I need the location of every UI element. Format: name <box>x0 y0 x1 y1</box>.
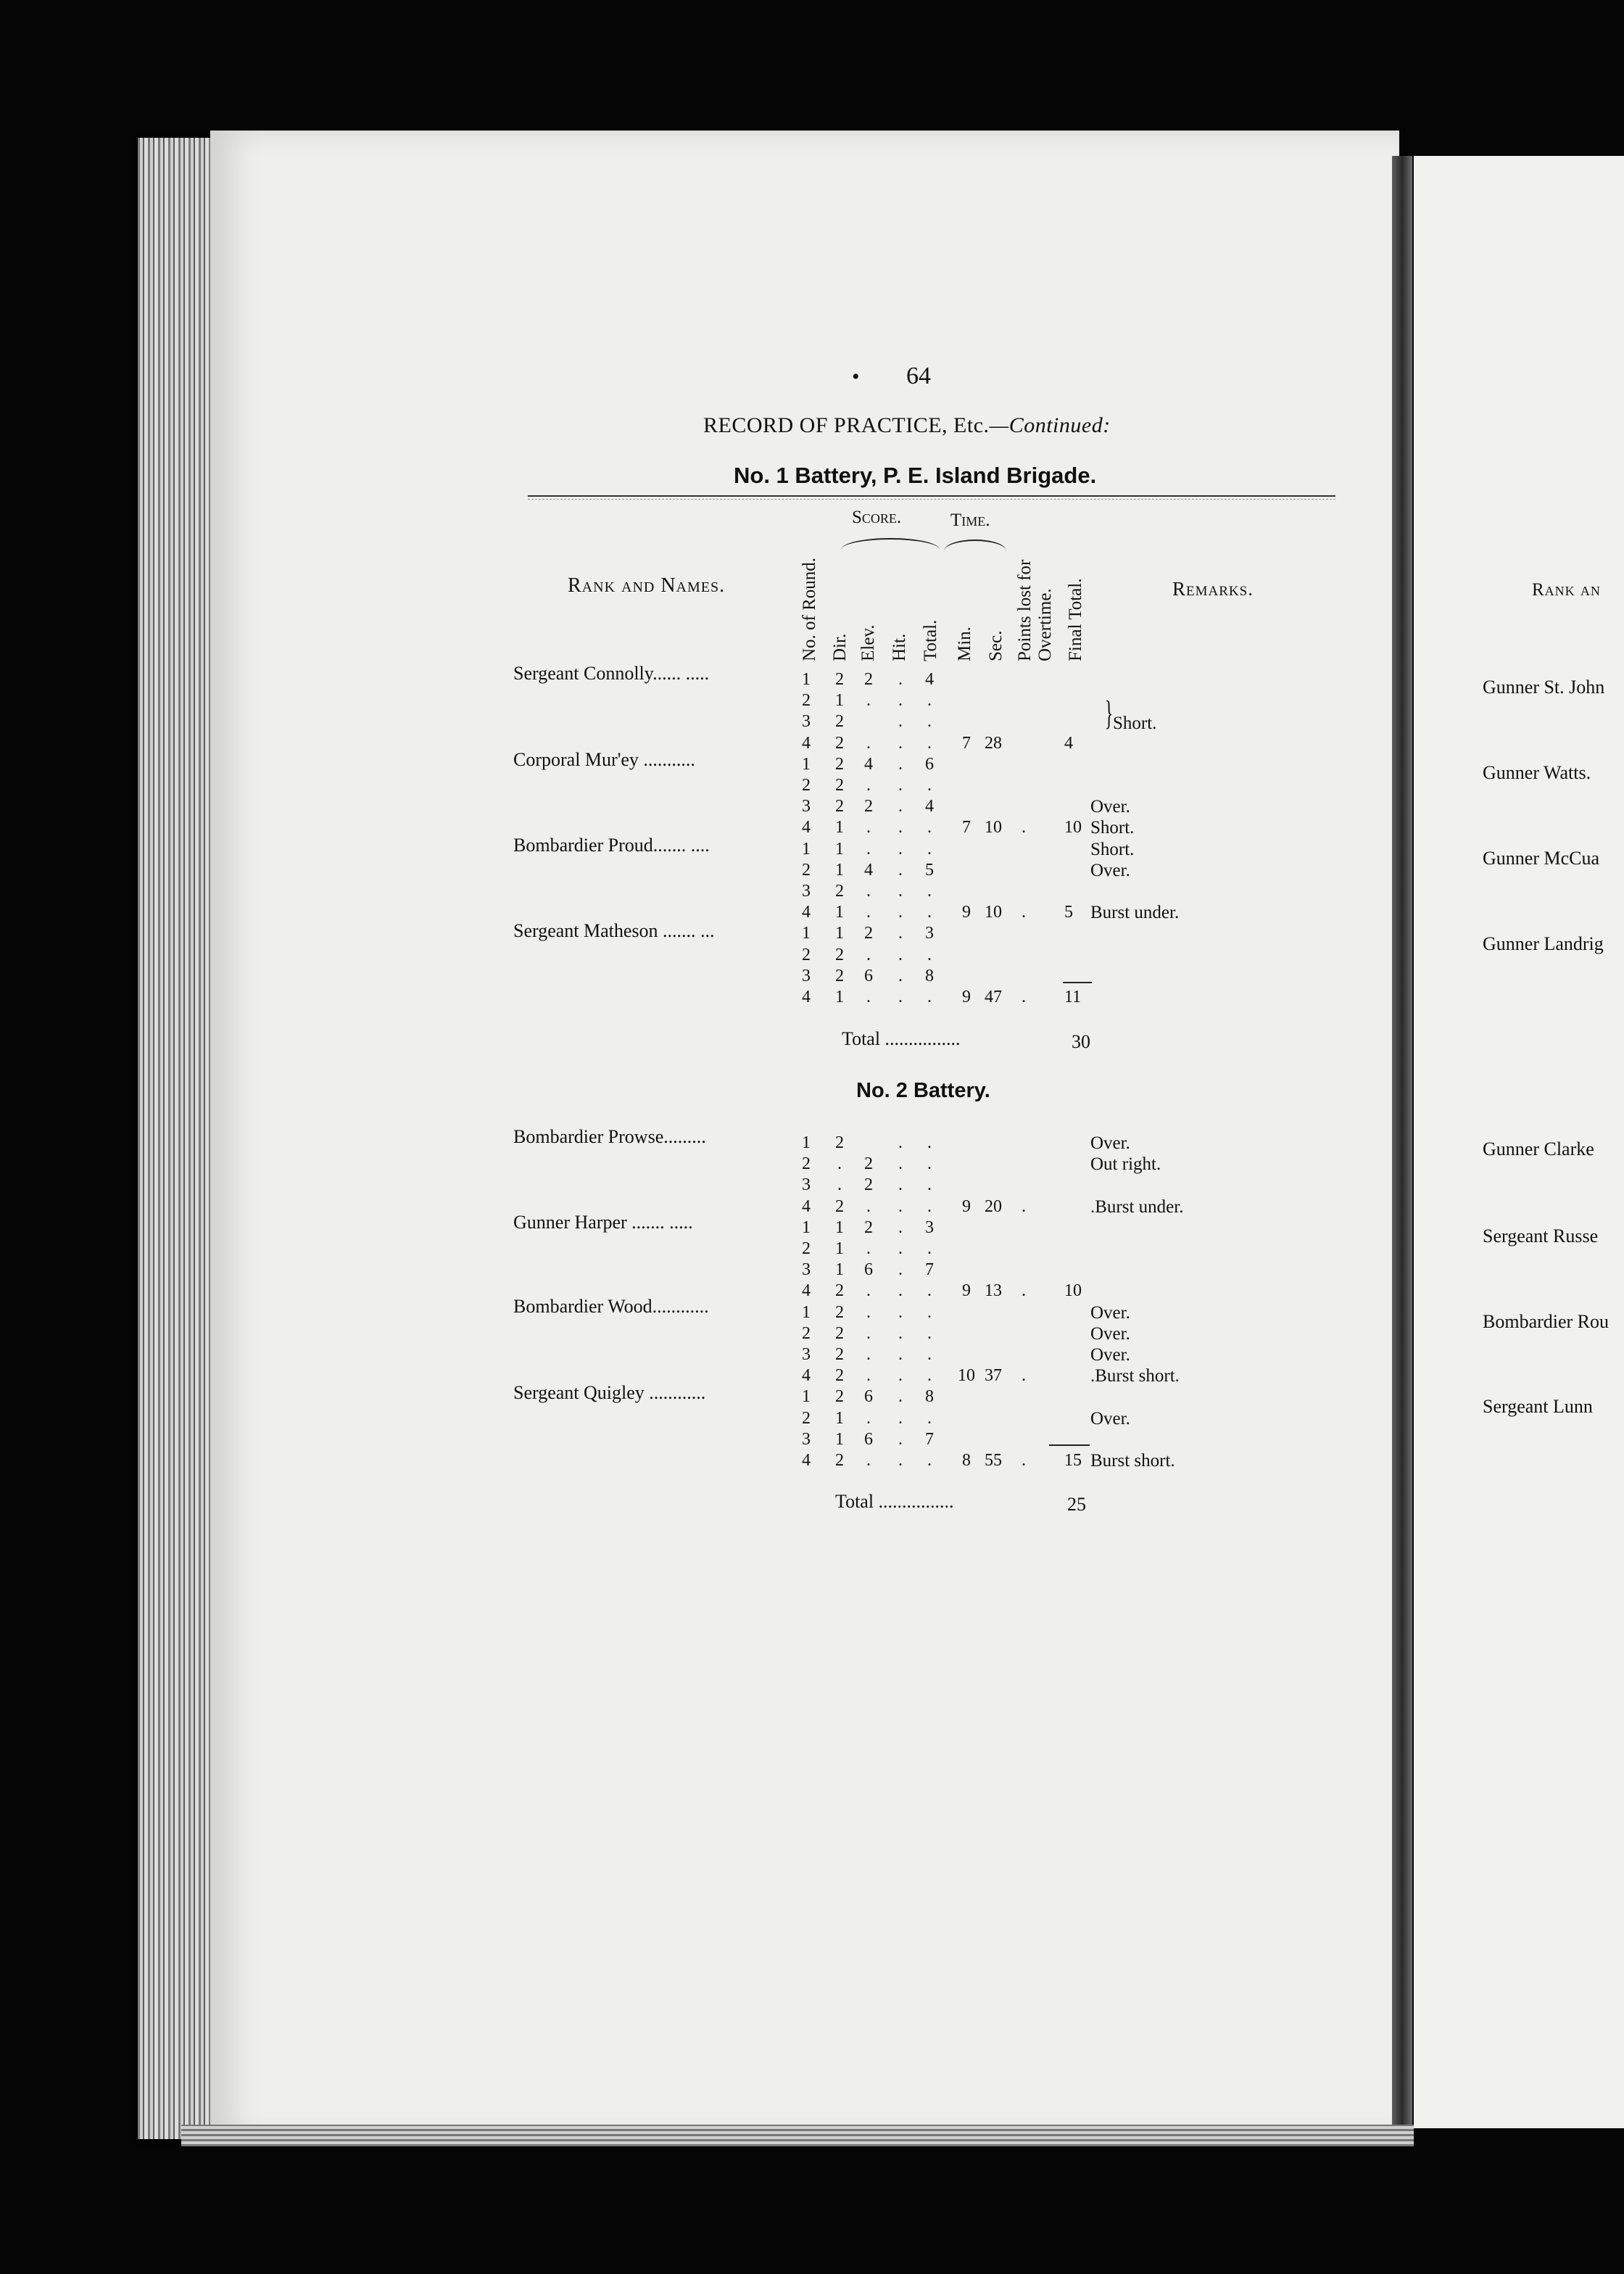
battery2-row-7-elev: 6 <box>864 1260 873 1280</box>
battery1-row-14-hit: . <box>898 945 903 964</box>
battery1-row-2-hit: . <box>898 691 903 711</box>
points-lost-header-line1: Points lost for <box>1015 559 1035 661</box>
battery-1-name-3: Bombardier Proud....... .... <box>513 835 710 856</box>
battery2-row-3-hit: . <box>898 1175 903 1195</box>
battery1-row-13-tot: 3 <box>925 924 934 943</box>
battery2-row-11-rnd: 3 <box>802 1345 811 1364</box>
battery2-row-9-rem: Over. <box>1090 1302 1130 1323</box>
battery1-row-12-rnd: 4 <box>802 903 811 922</box>
battery2-row-3-dir: . <box>837 1175 842 1195</box>
battery2-row-12-dir: 2 <box>835 1366 844 1386</box>
battery1-row-9-elev: . <box>866 839 871 859</box>
points-lost-header-line2: Overtime. <box>1035 588 1055 661</box>
battery2-row-16-rem: Burst short. <box>1090 1451 1175 1471</box>
battery1-row-14-rnd: 2 <box>802 945 811 964</box>
battery1-row-8-hit: . <box>898 818 903 838</box>
battery1-row-2-elev: . <box>866 691 871 711</box>
battery2-row-12-sec: 37 <box>985 1366 1002 1386</box>
battery1-row-2-tot: . <box>927 691 932 711</box>
battery1-row-12-hit: . <box>898 903 903 922</box>
battery-1-brace-remark: Short. <box>1113 714 1157 733</box>
battery1-row-12-tot: . <box>927 903 932 922</box>
battery1-row-15-rnd: 3 <box>802 966 811 985</box>
battery2-row-13-tot: 8 <box>925 1387 934 1407</box>
battery1-row-8-dir: 1 <box>835 818 844 838</box>
battery1-row-13-hit: . <box>898 924 903 943</box>
battery1-row-6-rnd: 2 <box>802 776 811 795</box>
battery2-row-4-tot: . <box>927 1196 932 1216</box>
battery2-row-14-hit: . <box>898 1408 903 1428</box>
battery1-row-9-tot: . <box>927 839 932 859</box>
battery2-row-10-elev: . <box>866 1323 871 1343</box>
battery2-row-1-hit: . <box>898 1133 903 1152</box>
battery2-row-4-rem: .Burst under. <box>1090 1196 1184 1217</box>
battery1-row-10-tot: 5 <box>925 860 934 880</box>
page-title <box>703 413 1111 438</box>
right-page-name-1: Gunner St. John <box>1483 677 1605 698</box>
battery2-row-2-dir: . <box>837 1154 842 1174</box>
dir-header: Dir. <box>830 633 850 661</box>
battery1-row-9-rnd: 1 <box>802 839 811 859</box>
battery2-row-15-dir: 1 <box>835 1429 844 1449</box>
book-gutter <box>1392 156 1412 2136</box>
battery1-row-8-rnd: 4 <box>802 818 811 838</box>
battery1-row-6-tot: . <box>927 776 932 795</box>
battery1-row-11-tot: . <box>927 882 932 901</box>
page-number: 64 <box>906 363 931 389</box>
battery2-row-6-elev: . <box>866 1239 871 1258</box>
battery2-row-13-dir: 2 <box>835 1387 844 1407</box>
elev-header: Elev. <box>858 624 878 661</box>
right-page-name-6: Sergeant Russe <box>1483 1225 1599 1246</box>
battery1-row-4-hit: . <box>898 733 903 753</box>
battery2-row-6-rnd: 2 <box>802 1239 811 1258</box>
battery2-row-3-tot: . <box>927 1175 932 1195</box>
battery2-row-9-rnd: 1 <box>802 1302 811 1322</box>
ink-dot: • <box>852 365 860 389</box>
battery2-row-4-elev: . <box>866 1196 871 1216</box>
battery1-row-12-elev: . <box>866 903 871 922</box>
battery1-row-9-hit: . <box>898 839 903 859</box>
battery-1-name-2: Corporal Mur'ey ........... <box>513 749 695 770</box>
min-header: Min. <box>955 627 974 661</box>
battery1-row-15-hit: . <box>898 966 903 985</box>
battery1-row-3-tot: . <box>927 712 932 732</box>
battery-2-name-3: Bombardier Wood............ <box>513 1296 709 1317</box>
battery1-row-11-hit: . <box>898 882 903 901</box>
battery1-row-15-elev: 6 <box>864 966 873 985</box>
battery-2-name-1: Bombardier Prowse......... <box>513 1126 706 1147</box>
battery2-row-15-rnd: 3 <box>802 1429 811 1449</box>
battery1-row-8-rem: Short. <box>1090 818 1135 838</box>
battery1-row-4-elev: . <box>866 733 871 753</box>
battery1-row-15-tot: 8 <box>925 966 934 985</box>
battery1-row-8-min: 7 <box>962 818 971 838</box>
battery1-row-11-elev: . <box>866 882 871 901</box>
battery2-row-1-rnd: 1 <box>802 1133 811 1152</box>
right-page-name-2: Gunner Watts. <box>1483 762 1591 783</box>
battery2-row-5-elev: 2 <box>864 1217 873 1237</box>
battery2-row-12-pts: . <box>1022 1366 1026 1386</box>
battery2-row-13-hit: . <box>898 1387 903 1407</box>
heading-rule-secondary <box>528 499 1335 500</box>
final-total-header: Final Total. <box>1066 578 1085 661</box>
battery2-row-5-tot: 3 <box>925 1217 934 1237</box>
sec-header: Sec. <box>986 630 1006 661</box>
battery1-row-7-rnd: 3 <box>802 797 811 816</box>
total-header: Total. <box>921 619 940 661</box>
battery2-row-7-rnd: 3 <box>802 1260 811 1280</box>
battery2-row-4-sec: 20 <box>985 1196 1002 1216</box>
battery1-row-8-fin: 10 <box>1064 818 1082 838</box>
battery2-row-12-hit: . <box>898 1366 903 1386</box>
battery2-row-7-hit: . <box>898 1260 903 1280</box>
battery1-row-1-rnd: 1 <box>802 670 811 689</box>
battery2-row-2-tot: . <box>927 1154 932 1174</box>
battery1-row-5-dir: 2 <box>835 754 844 774</box>
battery1-row-10-elev: 4 <box>864 860 873 880</box>
battery1-row-16-fin: 11 <box>1064 988 1082 1006</box>
battery2-row-8-elev: . <box>866 1281 871 1301</box>
battery2-row-3-rnd: 3 <box>802 1175 811 1195</box>
battery2-row-2-hit: . <box>898 1154 903 1174</box>
battery2-row-4-min: 9 <box>962 1196 971 1216</box>
battery2-row-15-hit: . <box>898 1429 903 1449</box>
battery1-row-8-elev: . <box>866 818 871 838</box>
battery1-row-9-rem: Short. <box>1090 839 1135 859</box>
title-suffix: —Continued: <box>989 413 1111 437</box>
battery2-row-12-tot: . <box>927 1366 932 1386</box>
battery-1-total-rule <box>1063 982 1092 983</box>
battery2-row-1-tot: . <box>927 1133 932 1152</box>
hit-header: Hit. <box>890 633 909 661</box>
battery1-row-2-dir: 1 <box>835 691 844 711</box>
battery1-row-5-tot: 6 <box>925 754 934 774</box>
battery1-row-3-rnd: 3 <box>802 712 811 732</box>
battery1-row-13-dir: 1 <box>835 924 844 943</box>
battery2-row-5-rnd: 1 <box>802 1217 811 1237</box>
battery1-row-16-min: 9 <box>962 988 971 1006</box>
battery2-row-13-rnd: 1 <box>802 1387 811 1407</box>
battery1-row-8-sec: 10 <box>985 818 1002 838</box>
battery2-row-8-pts: . <box>1022 1281 1026 1301</box>
battery1-row-16-rnd: 4 <box>802 988 811 1006</box>
battery2-row-8-rnd: 4 <box>802 1281 811 1301</box>
heading-rule <box>528 495 1335 497</box>
battery1-row-5-elev: 4 <box>864 754 873 774</box>
battery2-row-10-rnd: 2 <box>802 1323 811 1343</box>
battery2-row-15-elev: 6 <box>864 1429 873 1449</box>
rank-and-names-header: Rank and Names. <box>568 574 726 597</box>
battery2-row-2-rem: Out right. <box>1090 1154 1161 1175</box>
battery1-row-13-elev: 2 <box>864 924 873 943</box>
battery2-row-6-hit: . <box>898 1239 903 1258</box>
battery-2-heading: No. 2 Battery. <box>856 1079 990 1102</box>
battery1-row-16-tot: . <box>927 988 932 1006</box>
battery1-row-8-pts: . <box>1022 818 1026 838</box>
battery1-row-3-hit: . <box>898 712 903 732</box>
battery2-row-14-rnd: 2 <box>802 1408 811 1428</box>
battery2-row-6-tot: . <box>927 1239 932 1258</box>
battery1-row-12-rem: Burst under. <box>1090 903 1180 923</box>
battery2-row-16-rnd: 4 <box>802 1451 811 1470</box>
battery1-row-8-tot: . <box>927 818 932 838</box>
battery2-row-14-rem: Over. <box>1090 1408 1130 1429</box>
battery2-row-8-min: 9 <box>962 1281 971 1301</box>
battery2-row-12-elev: . <box>866 1366 871 1386</box>
battery-1-remark-brace: } <box>1104 694 1114 732</box>
battery1-row-7-dir: 2 <box>835 797 844 816</box>
battery1-row-1-dir: 2 <box>835 670 844 689</box>
battery1-row-10-rem: Over. <box>1090 860 1130 880</box>
battery-1-name-1: Sergeant Connolly...... ..... <box>513 663 710 684</box>
right-page-name-4: Gunner Landrig <box>1483 933 1604 954</box>
battery2-row-8-fin: 10 <box>1064 1281 1082 1301</box>
battery2-row-4-dir: 2 <box>835 1196 844 1216</box>
battery-2-total-value: 25 <box>1067 1494 1086 1515</box>
battery2-row-2-elev: 2 <box>864 1154 873 1174</box>
battery-1-heading: No. 1 Battery, P. E. Island Brigade. <box>734 463 1097 488</box>
battery-1-total-value: 30 <box>1072 1031 1090 1052</box>
right-page-name-7: Bombardier Rou <box>1483 1311 1610 1332</box>
battery1-row-12-pts: . <box>1022 903 1026 922</box>
right-page-name-3: Gunner McCua <box>1483 848 1600 869</box>
battery2-row-8-tot: . <box>927 1281 932 1301</box>
battery1-row-7-rem: Over. <box>1090 797 1130 817</box>
battery1-row-14-tot: . <box>927 945 932 964</box>
battery2-row-11-hit: . <box>898 1345 903 1364</box>
battery2-row-6-dir: 1 <box>835 1239 844 1258</box>
battery1-row-1-elev: 2 <box>864 670 873 689</box>
no-of-round-header: No. of Round. <box>800 557 819 661</box>
right-page-rank-header: Rank an <box>1532 580 1601 600</box>
battery2-row-10-rem: Over. <box>1090 1323 1130 1344</box>
battery1-row-10-rnd: 2 <box>802 860 811 880</box>
battery-2-name-2: Gunner Harper ....... ..... <box>513 1212 693 1233</box>
battery2-row-11-dir: 2 <box>835 1345 844 1364</box>
battery-2-name-4: Sergeant Quigley ............ <box>513 1382 706 1403</box>
battery2-row-16-min: 8 <box>962 1451 971 1470</box>
battery2-row-12-rem: .Burst short. <box>1090 1366 1180 1386</box>
battery2-row-1-dir: 2 <box>835 1133 844 1152</box>
battery2-row-11-rem: Over. <box>1090 1345 1130 1365</box>
battery2-row-7-tot: 7 <box>925 1260 934 1280</box>
battery2-row-10-tot: . <box>927 1323 932 1343</box>
battery1-row-12-fin: 5 <box>1064 903 1073 922</box>
title-text: RECORD OF PRACTICE, Etc. <box>703 413 990 437</box>
battery2-row-5-dir: 1 <box>835 1217 844 1237</box>
battery1-row-1-tot: 4 <box>925 670 934 689</box>
battery2-row-15-tot: 7 <box>925 1429 934 1449</box>
battery2-row-16-tot: . <box>927 1451 932 1470</box>
battery2-row-2-rnd: 2 <box>802 1154 811 1174</box>
battery2-row-4-hit: . <box>898 1196 903 1216</box>
battery2-row-16-dir: 2 <box>835 1451 844 1470</box>
battery1-row-4-fin: 4 <box>1064 733 1073 753</box>
battery1-row-3-dir: 2 <box>835 712 844 732</box>
page-stack-bottom <box>181 2125 1414 2146</box>
battery2-row-14-elev: . <box>866 1408 871 1428</box>
battery2-row-16-hit: . <box>898 1451 903 1470</box>
battery2-row-5-hit: . <box>898 1217 903 1237</box>
battery1-row-6-dir: 2 <box>835 776 844 795</box>
battery1-row-16-elev: . <box>866 988 871 1006</box>
battery1-row-16-dir: 1 <box>835 988 844 1006</box>
battery2-row-12-min: 10 <box>958 1366 975 1386</box>
battery2-row-16-fin: 15 <box>1064 1451 1082 1470</box>
battery1-row-1-hit: . <box>898 670 903 689</box>
time-header: Time. <box>950 510 990 530</box>
battery1-row-12-dir: 1 <box>835 903 844 922</box>
battery2-row-9-tot: . <box>927 1302 932 1322</box>
battery1-row-10-hit: . <box>898 860 903 880</box>
battery1-row-4-dir: 2 <box>835 733 844 753</box>
battery1-row-14-dir: 2 <box>835 945 844 964</box>
battery2-row-16-sec: 55 <box>985 1451 1002 1470</box>
battery2-row-12-rnd: 4 <box>802 1366 811 1386</box>
battery1-row-10-dir: 1 <box>835 860 844 880</box>
battery1-row-13-rnd: 1 <box>802 924 811 943</box>
battery2-row-7-dir: 1 <box>835 1260 844 1280</box>
battery2-row-8-sec: 13 <box>985 1281 1002 1301</box>
battery2-row-1-rem: Over. <box>1090 1133 1130 1153</box>
battery2-row-8-hit: . <box>898 1281 903 1301</box>
battery2-row-10-dir: 2 <box>835 1323 844 1343</box>
battery2-row-4-rnd: 4 <box>802 1196 811 1216</box>
battery2-row-8-dir: 2 <box>835 1281 844 1301</box>
battery1-row-7-hit: . <box>898 797 903 816</box>
battery1-row-4-tot: . <box>927 733 932 753</box>
battery1-row-4-min: 7 <box>962 733 971 753</box>
battery-1-name-4: Sergeant Matheson ....... ... <box>513 920 715 941</box>
battery2-row-14-dir: 1 <box>835 1408 844 1428</box>
right-page-name-8: Sergeant Lunn <box>1483 1396 1593 1417</box>
battery2-row-13-elev: 6 <box>864 1387 873 1407</box>
battery1-row-2-rnd: 2 <box>802 691 811 711</box>
battery1-row-6-elev: . <box>866 776 871 795</box>
battery2-row-4-pts: . <box>1022 1196 1026 1216</box>
battery-2-total-rule <box>1049 1444 1090 1446</box>
battery1-row-16-pts: . <box>1022 988 1026 1006</box>
battery-1-total-label: Total ................ <box>842 1028 961 1049</box>
battery1-row-5-rnd: 1 <box>802 754 811 774</box>
battery1-row-9-dir: 1 <box>835 839 844 859</box>
remarks-header: Remarks. <box>1172 578 1254 600</box>
battery1-row-14-elev: . <box>866 945 871 964</box>
battery2-row-9-hit: . <box>898 1302 903 1322</box>
battery1-row-7-elev: 2 <box>864 797 873 816</box>
battery2-row-16-pts: . <box>1022 1451 1026 1470</box>
battery1-row-5-hit: . <box>898 754 903 774</box>
battery1-row-12-min: 9 <box>962 903 971 922</box>
battery2-row-16-elev: . <box>866 1451 871 1470</box>
battery2-row-9-dir: 2 <box>835 1302 844 1322</box>
battery1-row-11-dir: 2 <box>835 882 844 901</box>
battery1-row-7-tot: 4 <box>925 797 934 816</box>
battery2-row-11-tot: . <box>927 1345 932 1364</box>
battery-2-total-label: Total ................ <box>835 1491 954 1512</box>
battery1-row-4-rnd: 4 <box>802 733 811 753</box>
battery2-row-11-elev: . <box>866 1345 871 1364</box>
battery1-row-15-dir: 2 <box>835 966 844 985</box>
battery1-row-16-hit: . <box>898 988 903 1006</box>
battery1-row-16-sec: 47 <box>985 988 1002 1006</box>
battery2-row-14-tot: . <box>927 1408 932 1428</box>
battery2-row-9-elev: . <box>866 1302 871 1322</box>
battery2-row-3-elev: 2 <box>864 1175 873 1195</box>
battery2-row-10-hit: . <box>898 1323 903 1343</box>
battery1-row-12-sec: 10 <box>985 903 1002 922</box>
battery1-row-4-sec: 28 <box>985 733 1002 753</box>
score-header: Score. <box>852 508 902 527</box>
battery1-row-6-hit: . <box>898 776 903 795</box>
right-page-name-5: Gunner Clarke <box>1483 1138 1594 1159</box>
battery1-row-11-rnd: 3 <box>802 882 811 901</box>
